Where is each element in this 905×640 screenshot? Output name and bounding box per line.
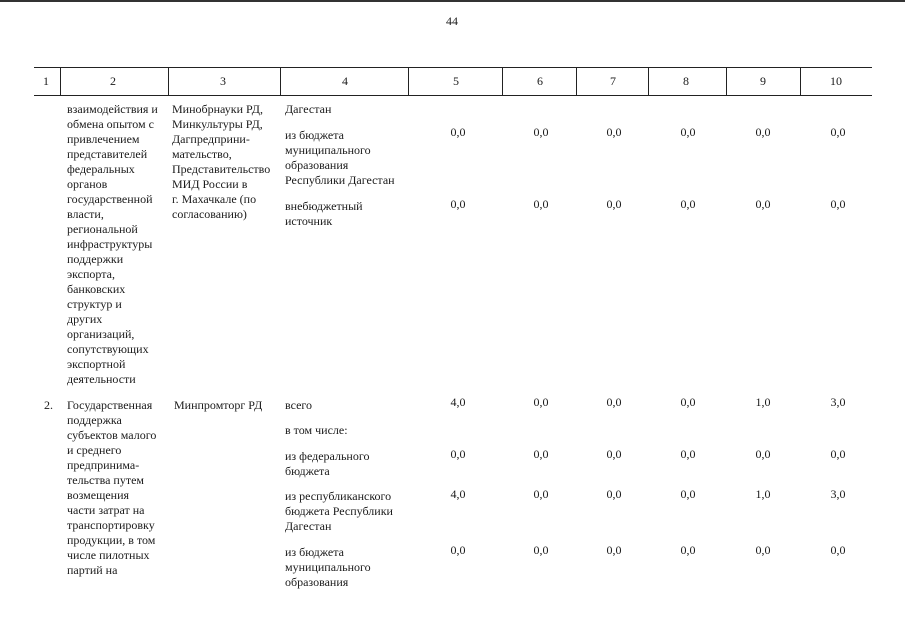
- header-col-2: 2: [110, 74, 116, 88]
- value-cell: 0,0: [830, 125, 846, 139]
- value-cell: 0,0: [680, 487, 696, 501]
- row2-executor: Минпромторг РД: [174, 398, 263, 412]
- value-cell: 0,0: [680, 447, 696, 461]
- value-cell: 0,0: [533, 447, 549, 461]
- header-divider: [800, 67, 801, 95]
- header-col-1: 1: [43, 74, 49, 88]
- row1-source-label: Дагестан: [285, 102, 332, 116]
- header-top-border: [34, 67, 872, 68]
- row2-source-label: из федерального бюджета: [285, 449, 370, 478]
- value-cell: 0,0: [450, 447, 466, 461]
- value-cell: 0,0: [606, 197, 622, 211]
- value-cell: 0,0: [755, 447, 771, 461]
- header-divider: [648, 67, 649, 95]
- value-cell: 4,0: [450, 487, 466, 501]
- header-col-10: 10: [830, 74, 842, 88]
- value-cell: 0,0: [830, 447, 846, 461]
- header-col-5: 5: [453, 74, 459, 88]
- header-divider: [576, 67, 577, 95]
- value-cell: 1,0: [755, 487, 771, 501]
- header-divider: [60, 67, 61, 95]
- value-cell: 0,0: [755, 197, 771, 211]
- value-cell: 0,0: [830, 543, 846, 557]
- value-cell: 0,0: [606, 125, 622, 139]
- header-divider: [280, 67, 281, 95]
- value-cell: 3,0: [830, 395, 846, 409]
- header-col-3: 3: [220, 74, 226, 88]
- value-cell: 0,0: [533, 487, 549, 501]
- page-number: 44: [446, 14, 458, 28]
- row2-source-label: из бюджета муниципального образования: [285, 545, 371, 589]
- row2-source-label: всего: [285, 398, 313, 412]
- value-cell: 0,0: [680, 125, 696, 139]
- value-cell: 0,0: [830, 197, 846, 211]
- value-cell: 0,0: [680, 395, 696, 409]
- value-cell: 0,0: [755, 125, 771, 139]
- value-cell: 3,0: [830, 487, 846, 501]
- value-cell: 0,0: [606, 395, 622, 409]
- header-col-4: 4: [342, 74, 348, 88]
- row1-measure-description: взаимодействия и обмена опытом с привлечением представителей федеральных органов государственной власти, региональной инфраструктуры поддержки экспорта, банковских структур и других организаций, сопутствующих экспортной деятельности: [67, 102, 158, 386]
- value-cell: 0,0: [533, 125, 549, 139]
- value-cell: 0,0: [606, 447, 622, 461]
- value-cell: 0,0: [450, 543, 466, 557]
- row1-executors: Минобрнауки РД, Минкультуры РД, Дагпредприни- мательство, Представительство МИД России в г. Махачкале (по согласованию): [172, 102, 271, 221]
- header-divider: [408, 67, 409, 95]
- row2-measure-description: Государственная поддержка субъектов малого и среднего предпринима- тельства путем возмещения части затрат на транспортировку продукции, в том числе пилотных партий на: [67, 398, 157, 577]
- value-cell: 1,0: [755, 395, 771, 409]
- header-divider: [168, 67, 169, 95]
- value-cell: 0,0: [533, 395, 549, 409]
- value-cell: 0,0: [533, 197, 549, 211]
- header-bottom-border: [34, 95, 872, 96]
- header-col-8: 8: [683, 74, 689, 88]
- row2-number: 2.: [44, 398, 53, 412]
- value-cell: 0,0: [450, 197, 466, 211]
- header-col-6: 6: [537, 74, 543, 88]
- value-cell: 0,0: [533, 543, 549, 557]
- row1-source-label: внебюджетный источник: [285, 199, 363, 228]
- row2-source-label: из республиканского бюджета Республики Дагестан: [285, 489, 393, 533]
- header-col-7: 7: [610, 74, 616, 88]
- header-divider: [726, 67, 727, 95]
- scan-edge: [0, 0, 905, 2]
- header-divider: [502, 67, 503, 95]
- value-cell: 0,0: [680, 543, 696, 557]
- value-cell: 0,0: [450, 125, 466, 139]
- value-cell: 0,0: [606, 543, 622, 557]
- value-cell: 0,0: [755, 543, 771, 557]
- row1-source-label: из бюджета муниципального образования Республики Дагестан: [285, 128, 395, 187]
- value-cell: 4,0: [450, 395, 466, 409]
- value-cell: 0,0: [680, 197, 696, 211]
- header-col-9: 9: [760, 74, 766, 88]
- value-cell: 0,0: [606, 487, 622, 501]
- row2-source-label: в том числе:: [285, 423, 348, 437]
